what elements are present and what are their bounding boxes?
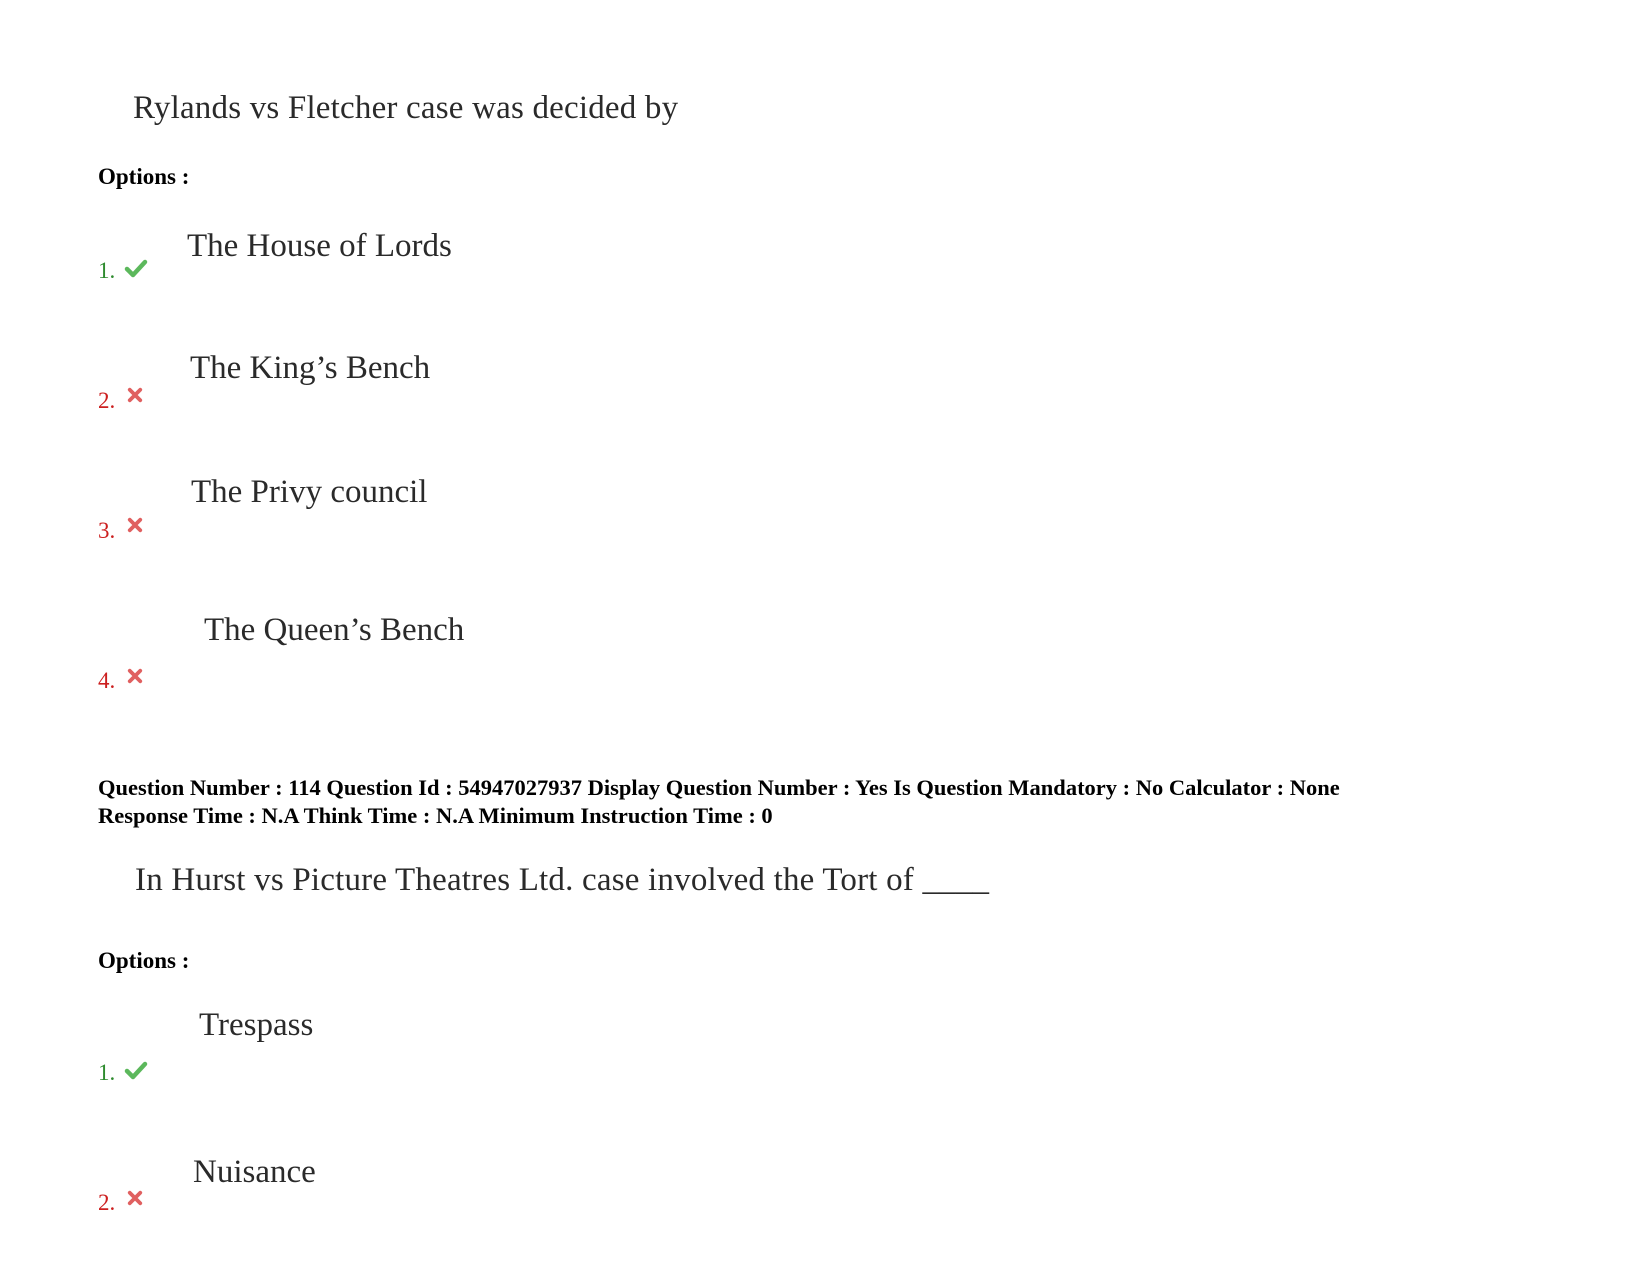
question-text: Rylands vs Fletcher case was decided by — [133, 90, 679, 126]
option-text: Nuisance — [193, 1154, 316, 1190]
options-label: Options : — [98, 164, 190, 189]
option-number: 2. — [98, 388, 116, 413]
cross-icon — [126, 1189, 144, 1207]
cross-icon — [126, 667, 144, 685]
option-text: The Queen’s Bench — [204, 612, 465, 648]
option-number: 2. — [98, 1190, 116, 1215]
option-number: 1. — [98, 258, 116, 283]
cross-icon — [126, 516, 144, 534]
option-text: The King’s Bench — [190, 350, 431, 386]
cross-icon — [126, 386, 144, 404]
check-icon — [124, 1058, 148, 1082]
question-meta-line: Question Number : 114 Question Id : 54947027937 Display Question Number : Yes Is Question Mandatory : No Calculator : None — [98, 775, 1340, 800]
option-number: 4. — [98, 668, 116, 693]
option-text: The Privy council — [191, 474, 428, 510]
check-icon — [124, 256, 148, 280]
option-number: 1. — [98, 1060, 116, 1085]
option-number: 3. — [98, 518, 116, 543]
question-meta-line: Response Time : N.A Think Time : N.A Minimum Instruction Time : 0 — [98, 803, 773, 828]
question-text: In Hurst vs Picture Theatres Ltd. case involved the Tort of ____ — [135, 862, 990, 898]
option-text: The House of Lords — [187, 228, 452, 264]
option-text: Trespass — [199, 1007, 314, 1043]
options-label: Options : — [98, 948, 190, 973]
